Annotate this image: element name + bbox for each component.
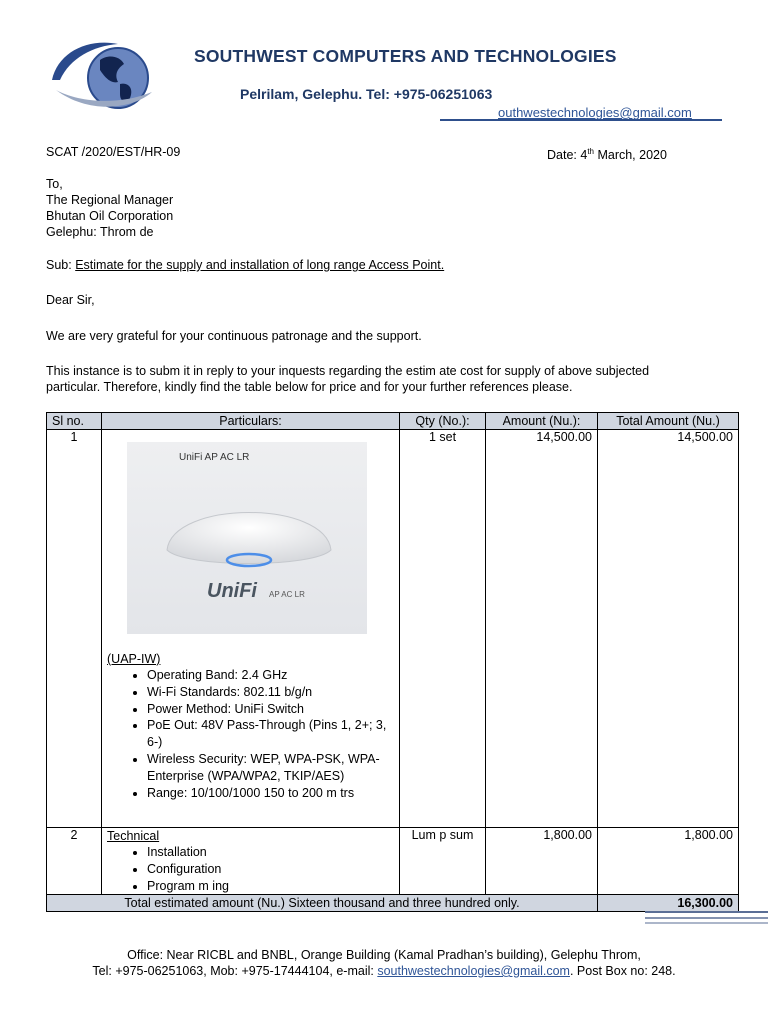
row-total: 14,500.00 [598, 430, 739, 828]
list-item: • Configuration [147, 861, 394, 878]
list-item: • PoE Out: 48V Pass-Through (Pins 1, 2+; 3, 6-) [147, 717, 394, 751]
list-item: • Installation [147, 844, 394, 861]
list-item: • Wireless Security: WEP, WPA-PSK, WPA-Enterprise (WPA/WPA2, TKIP/AES) [147, 751, 394, 785]
row-qty: Lum p sum [400, 828, 486, 895]
row-particulars [102, 430, 400, 828]
list-item: • Operating Band: 2.4 GHz [147, 667, 394, 684]
header-qty: Qty (No.): [400, 413, 486, 430]
footer-address: Office: Near RICBL and BNBL, Orange Building (Kamal Pradhan’s building), Gelephu Throm, [127, 948, 641, 962]
subject-label: Sub: [46, 258, 72, 272]
date-prefix: Date: 4 [547, 148, 588, 163]
recipient-line: Bhutan Oil Corporation [46, 209, 174, 223]
recipient-line: The Regional Manager [46, 193, 174, 207]
salutation: Dear Sir, [46, 293, 95, 307]
total-value: 16,300.00 [598, 895, 739, 912]
table-row [47, 828, 739, 895]
recipient-line: Gelephu: Throm de [46, 225, 154, 239]
estimate-table [46, 412, 739, 912]
list-item: • Wi-Fi Standards: 802.11 b/g/n [147, 684, 394, 701]
total-label: Total estimated amount (Nu.) Sixteen thousand and three hundred only. [47, 895, 598, 912]
access-point-device-icon [163, 490, 335, 572]
row-qty: 1 set [400, 430, 486, 828]
header-email-link[interactable]: outhwestechnologies@gmail.com [498, 105, 692, 120]
footer-contact-suffix: . Post Box no: 248. [569, 964, 676, 978]
header-total-amount: Total Amount (Nu.) [598, 413, 739, 430]
product-image-label: UniFi AP AC LR [179, 452, 250, 463]
subject-line [46, 257, 444, 273]
product-image [127, 442, 367, 634]
to-line: To, [46, 177, 63, 191]
row-amount: 14,500.00 [486, 430, 598, 828]
table-row [47, 430, 739, 828]
service-list [107, 844, 394, 894]
row-particulars [102, 828, 400, 895]
header-particulars: Particulars: [102, 413, 400, 430]
paragraph-2-line-1: This instance is to subm it in reply to your inquests regarding the estim ate cost for supply of above subjected [46, 364, 650, 378]
footer-decoration [645, 910, 768, 924]
row-sl-no: 1 [47, 430, 102, 828]
footer-email-link[interactable]: southwestechnologies@gmail.com [377, 964, 570, 978]
header-amount: Amount (Nu.): [486, 413, 598, 430]
date-superscript: th [587, 147, 594, 156]
row-sl-no: 2 [47, 828, 102, 895]
list-item: • Power Method: UniFi Switch [147, 701, 394, 718]
date-suffix: March, 2020 [593, 148, 667, 163]
list-item: • Range: 10/100/1000 150 to 200 m trs [147, 785, 394, 802]
row-amount: 1,800.00 [486, 828, 598, 895]
spec-list [107, 667, 394, 801]
footer-contact [0, 964, 768, 978]
paragraph-1: We are very grateful for your continuous patronage and the support. [46, 329, 422, 343]
reference-number: SCAT /2020/EST/HR-09 [46, 145, 181, 159]
product-brand-logo: UniFi [207, 580, 257, 602]
company-logo [48, 40, 158, 115]
product-model: (UAP-IW) [107, 652, 161, 666]
header-sl-no: Sl no. [47, 413, 102, 430]
total-row [47, 895, 739, 912]
product-model-badge: AP AC LR [269, 590, 305, 599]
service-title: Technical [107, 829, 160, 843]
table-header-row [47, 413, 739, 430]
list-item: • Program m ing [147, 878, 394, 895]
company-name: SOUTHWEST COMPUTERS AND TECHNOLOGIES [194, 46, 617, 66]
company-address: Pelrilam, Gelephu. Tel: +975-06251063 [240, 86, 493, 102]
subject-text: Estimate for the supply and installation of long range Access Point. [75, 258, 445, 272]
footer-contact-prefix: Tel: +975-06251063, Mob: +975-17444104, e-mail: [92, 964, 378, 978]
paragraph-2-line-2: particular. Therefore, kindly find the table below for price and for your further references please. [46, 380, 573, 394]
letter-date [547, 144, 667, 163]
row-total: 1,800.00 [598, 828, 739, 895]
